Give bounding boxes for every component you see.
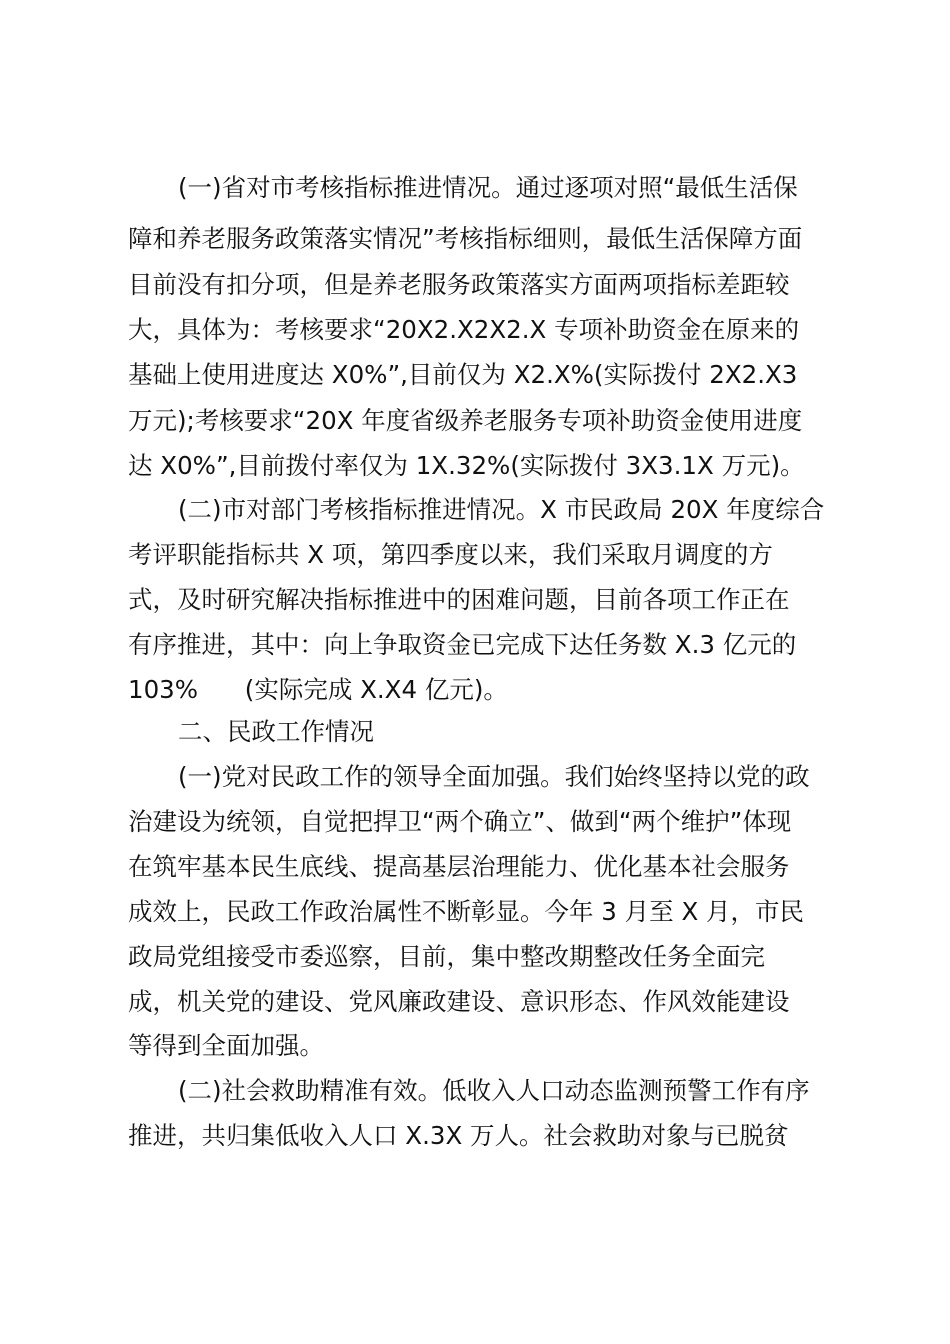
paragraph-social-assistance-line-2: 推进，共归集低收入人口 X.3X 万人。社会救助对象与已脱贫 bbox=[128, 1121, 789, 1150]
paragraph-municipal-assessment-line-4: 有序推进，其中：向上争取资金已完成下达任务数 X.3 亿元的 bbox=[128, 630, 797, 659]
paragraph-provincial-assessment-line-1: (一)省对市考核指标推进情况。通过逐项对照“最低生活保 bbox=[178, 173, 798, 202]
paragraph-provincial-assessment-line-7: 达 X0%”,目前拨付率仅为 1X.32%(实际拨付 3X3.1X 万元)。 bbox=[128, 451, 805, 480]
paragraph-provincial-assessment-line-3: 目前没有扣分项，但是养老服务政策落实方面两项指标差距较 bbox=[128, 270, 790, 299]
paragraph-provincial-assessment-line-5: 基础上使用进度达 X0%”,目前仅为 X2.X%(实际拨付 2X2.X3 bbox=[128, 360, 798, 389]
paragraph-party-leadership-line-1: (一)党对民政工作的领导全面加强。我们始终坚持以党的政 bbox=[178, 762, 810, 791]
paragraph-municipal-assessment-line-1: (二)市对部门考核指标推进情况。X 市民政局 20X 年度综合 bbox=[178, 495, 825, 524]
paragraph-municipal-assessment-line-2: 考评职能指标共 X 项，第四季度以来，我们采取月调度的方 bbox=[128, 540, 773, 569]
paragraph-provincial-assessment-line-6: 万元);考核要求“20X 年度省级养老服务专项补助资金使用进度 bbox=[128, 406, 803, 435]
paragraph-party-leadership-line-7: 等得到全面加强。 bbox=[128, 1031, 324, 1060]
paragraph-municipal-assessment-line-3: 式，及时研究解决指标推进中的困难问题，目前各项工作正在 bbox=[128, 585, 790, 614]
paragraph-municipal-assessment-line-5: 103% (实际完成 X.X4 亿元)。 bbox=[128, 675, 508, 704]
paragraph-social-assistance-line-1: (二)社会救助精准有效。低收入人口动态监测预警工作有序 bbox=[178, 1076, 810, 1105]
paragraph-party-leadership-line-5: 政局党组接受市委巡察，目前，集中整改期整改任务全面完 bbox=[128, 942, 765, 971]
paragraph-party-leadership-line-2: 治建设为统领，自觉把捍卫“两个确立”、做到“两个维护”体现 bbox=[128, 807, 792, 836]
paragraph-provincial-assessment-line-2: 障和养老服务政策落实情况”考核指标细则，最低生活保障方面 bbox=[128, 224, 803, 253]
paragraph-provincial-assessment-line-4: 大，具体为：考核要求“20X2.X2X2.X 专项补助资金在原来的 bbox=[128, 315, 800, 344]
paragraph-party-leadership-line-4: 成效上，民政工作政治属性不断彰显。今年 3 月至 X 月，市民 bbox=[128, 897, 805, 926]
paragraph-party-leadership-line-3: 在筑牢基本民生底线、提高基层治理能力、优化基本社会服务 bbox=[128, 852, 790, 881]
section-heading-civil-affairs: 二、民政工作情况 bbox=[178, 717, 374, 746]
paragraph-party-leadership-line-6: 成，机关党的建设、党风廉政建设、意识形态、作风效能建设 bbox=[128, 987, 790, 1016]
